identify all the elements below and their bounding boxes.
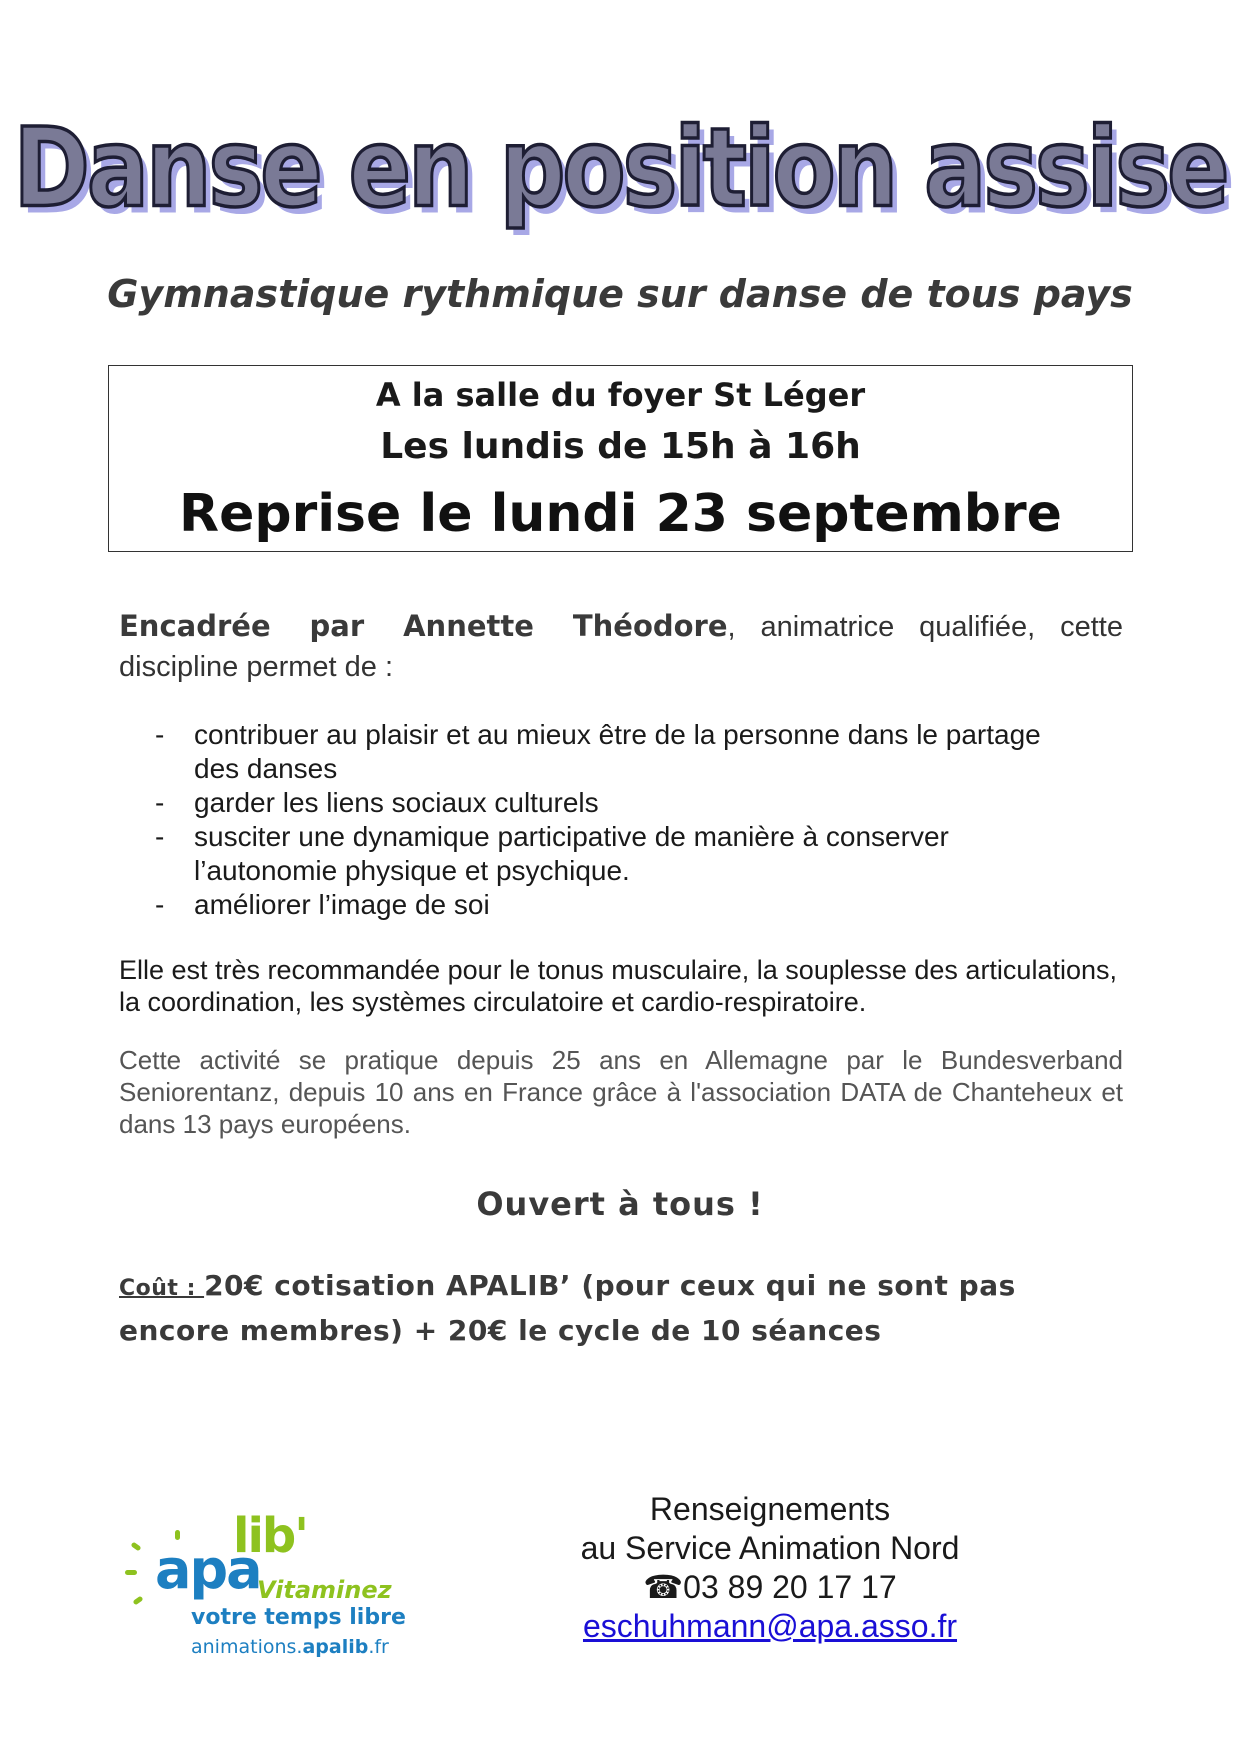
info-box <box>108 365 1133 552</box>
list-item <box>155 888 1075 922</box>
recommendation-paragraph: Elle est très recommandée pour le tonus musculaire, la souplesse des articulations, la coordination, les systèmes circulatoire et cardio-respiratoire. <box>119 955 1117 1017</box>
logo-url-brand: apalib <box>302 1636 369 1658</box>
cost-text: 20€ cotisation APALIB’ (pour ceux qui ne sont pas encore membres) + 20€ le cycle de 10 séances <box>119 1269 1016 1347</box>
contact-heading: Renseignements <box>649 1491 891 1527</box>
cost-paragraph <box>119 1265 1129 1352</box>
logo-slogan-vitaminez: Vitaminez <box>257 1576 392 1604</box>
bullet-dash: - <box>155 821 165 852</box>
restart-date-text: Reprise le lundi 23 septembre <box>179 484 1062 544</box>
contact-service: au Service Animation Nord <box>580 1530 960 1566</box>
logo-apa-text: apa <box>155 1538 261 1601</box>
contact-block <box>540 1490 1000 1646</box>
logo-slogan-tagline: votre temps libre <box>191 1605 406 1630</box>
location-text: A la salle du foyer St Léger <box>375 376 866 414</box>
logo-lib-text: lib' <box>233 1508 307 1564</box>
open-to-all-heading: Ouvert à tous ! <box>476 1185 764 1223</box>
history-paragraph: Cette activité se pratique depuis 25 ans en Allemagne par le Bundesverband Seniorentanz, depuis 10 ans en France grâce à l'association DATA de Chanteheux et dans 13 pays européens. <box>119 1045 1123 1139</box>
intro-paragraph <box>119 606 1123 687</box>
contact-phone: 03 89 20 17 17 <box>683 1569 897 1605</box>
bullet-dash: - <box>155 719 165 750</box>
list-item-text: susciter une dynamique participative de manière à conserver l’autonomie physique et psychique. <box>194 821 949 886</box>
logo-spark <box>132 1596 143 1606</box>
logo-url-prefix: animations. <box>191 1636 303 1658</box>
bullet-dash: - <box>155 889 165 920</box>
phone-icon: ☎ <box>643 1569 684 1605</box>
logo-spark <box>125 1570 137 1575</box>
logo-url-suffix: .fr <box>368 1636 389 1658</box>
list-item-text: garder les liens sociaux culturels <box>194 787 599 818</box>
schedule-text: Les lundis de 15h à 16h <box>380 426 861 467</box>
contact-email-link[interactable]: eschuhmann@apa.asso.fr <box>582 1608 958 1644</box>
list-item <box>155 786 1075 820</box>
apalib-logo <box>125 1508 415 1658</box>
list-item <box>155 820 1075 888</box>
cost-label: Coût : <box>119 1276 205 1301</box>
logo-url <box>191 1636 389 1658</box>
benefits-list <box>155 718 1075 922</box>
list-item-text: contribuer au plaisir et au mieux être de la personne dans le partage des danses <box>194 719 1041 784</box>
list-item <box>155 718 1075 786</box>
instructor-name: Encadrée par Annette Théodore <box>119 609 728 643</box>
list-item-text: améliorer l’image de soi <box>194 889 490 920</box>
page-title: Danse en position assise <box>13 105 1227 232</box>
intro-rest: , animatrice qualifiée, cette discipline permet de : <box>119 611 1123 683</box>
contact-phone-line <box>540 1568 1000 1607</box>
page-subtitle: Gymnastique rythmique sur danse de tous pays <box>107 272 1133 316</box>
logo-spark <box>130 1542 141 1552</box>
bullet-dash: - <box>155 787 165 818</box>
